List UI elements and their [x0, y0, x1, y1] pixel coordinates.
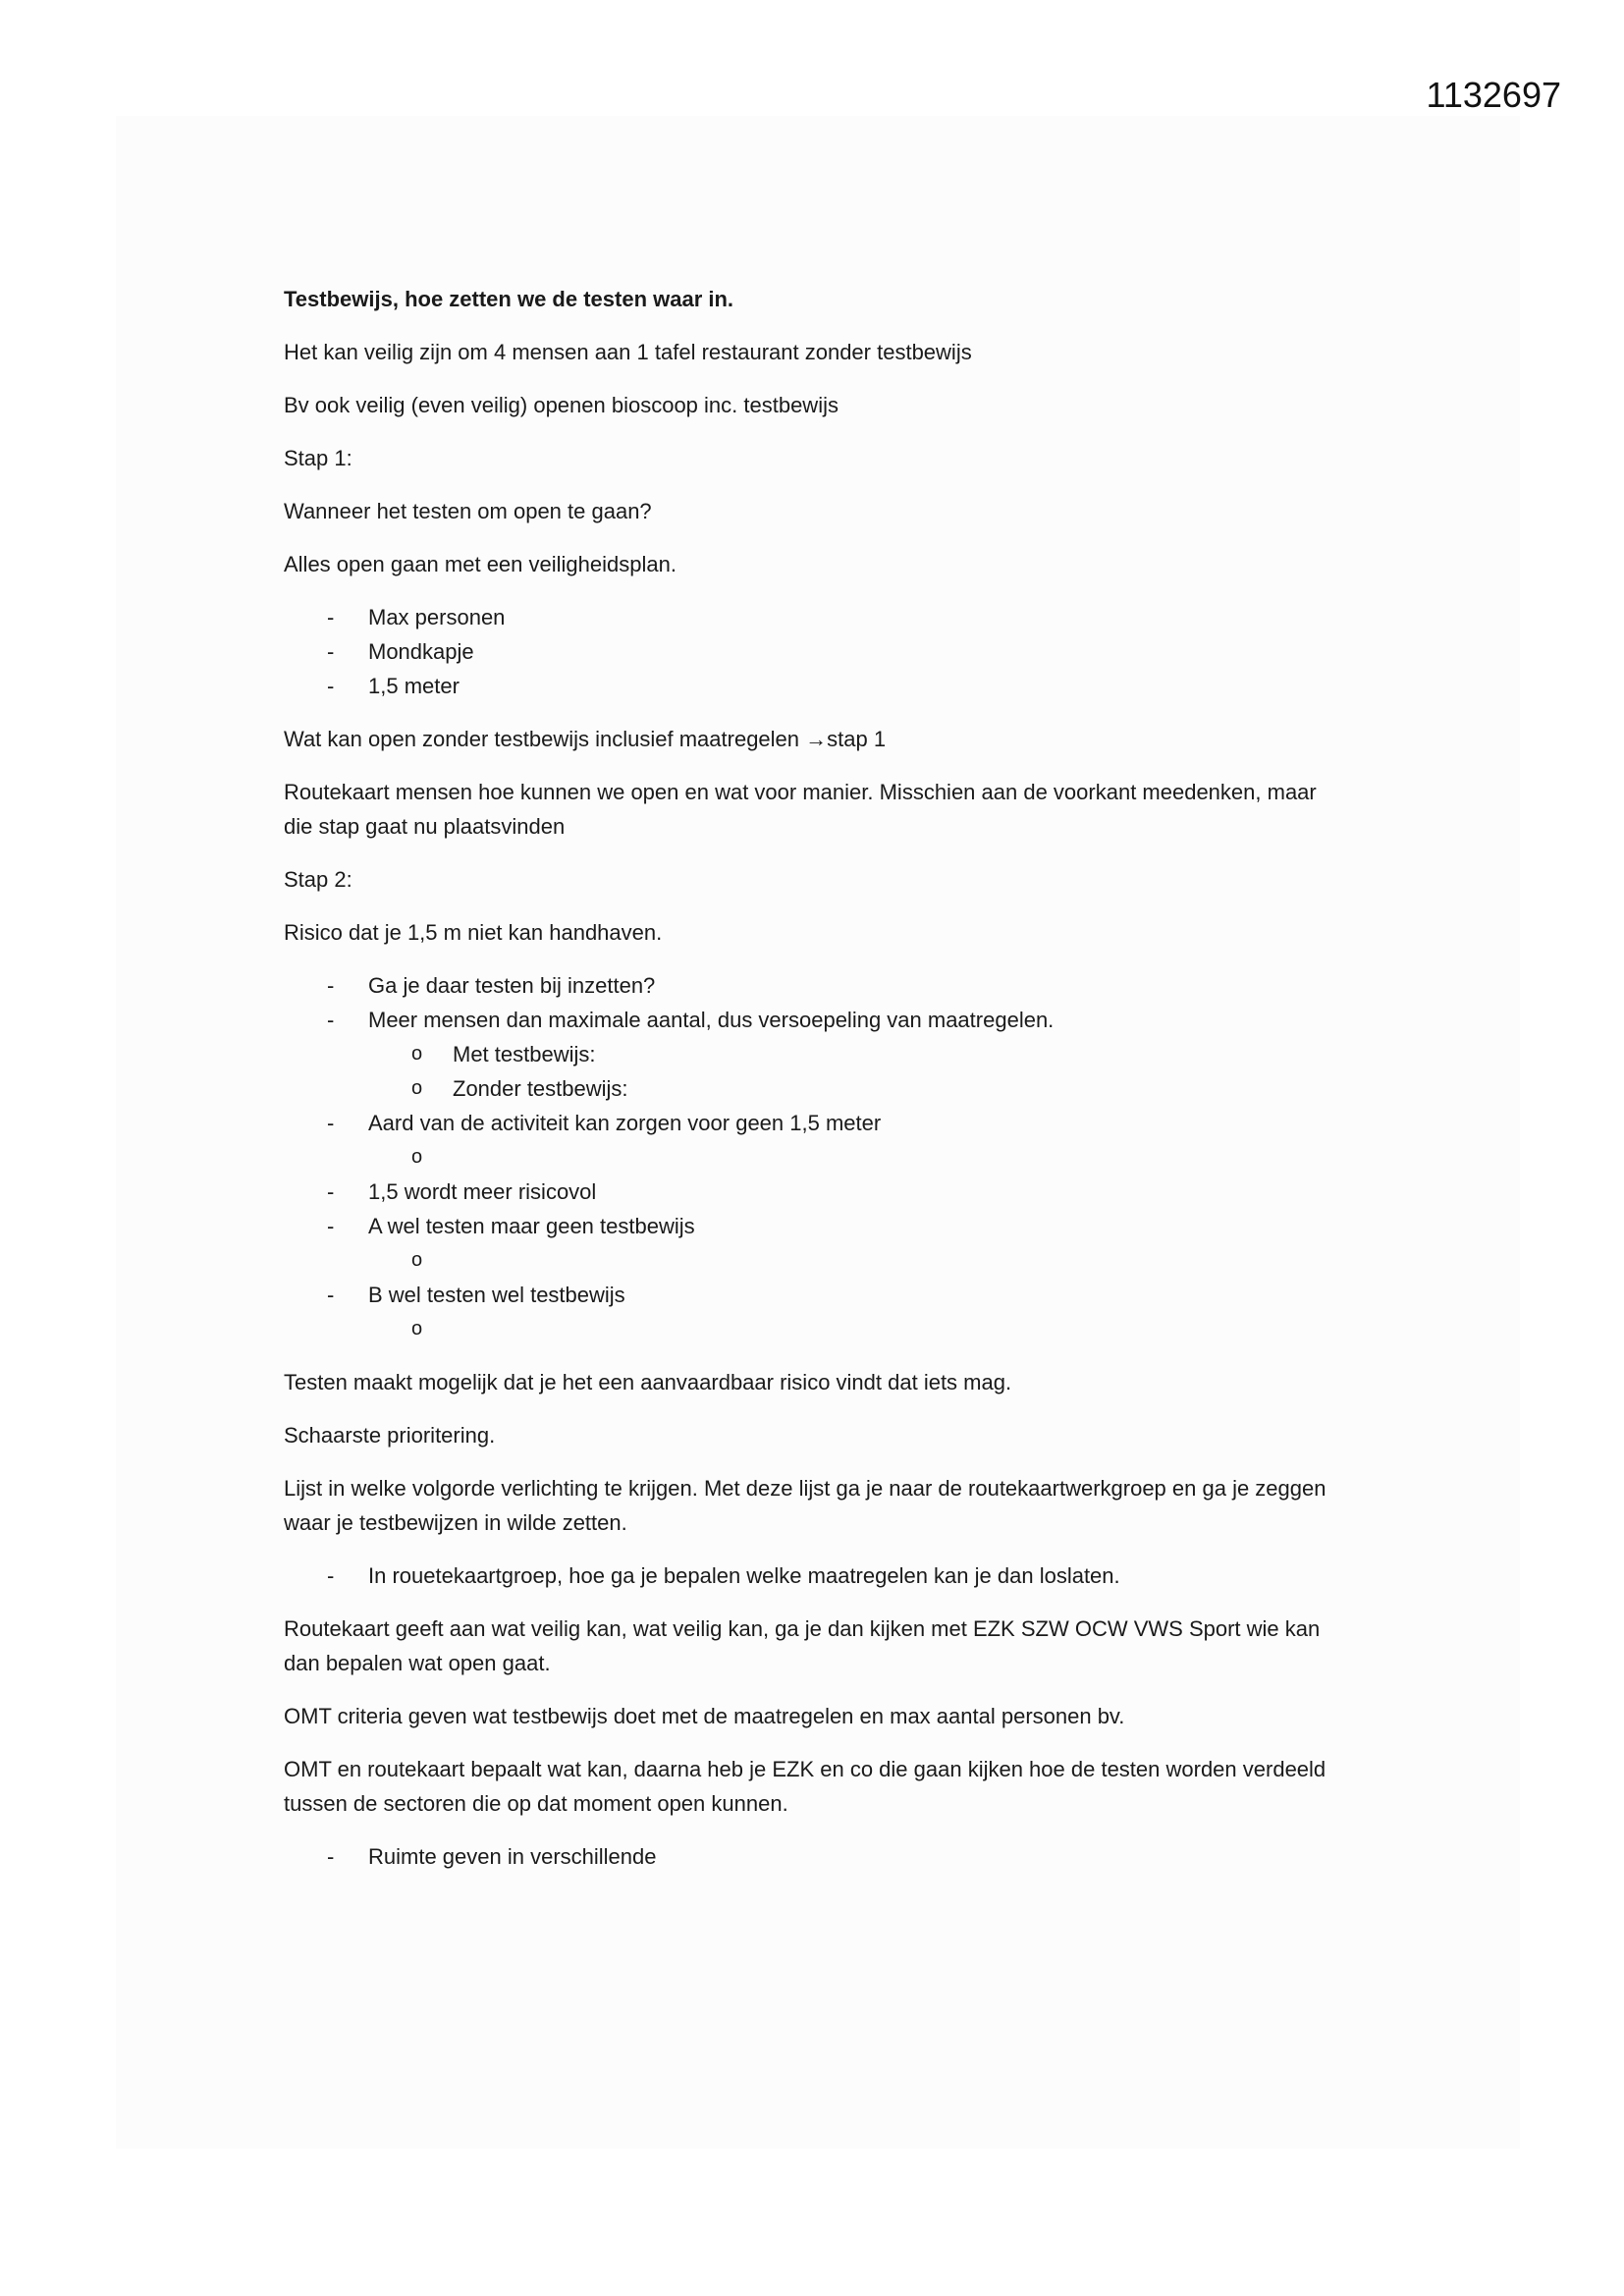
paragraph: Testen maakt mogelijk dat je het een aanvaardbaar risico vindt dat iets mag. — [284, 1370, 1012, 1394]
paragraph: Bv ook veilig (even veilig) openen bioscoop inc. testbewijs — [284, 393, 839, 417]
list-item-text: Ruimte geven in verschillende — [368, 1844, 657, 1869]
bullet-list-measures — [284, 600, 1344, 703]
document-id: 1132697 — [1426, 75, 1561, 115]
dash-marker: - — [327, 973, 335, 998]
paragraph: Wanneer het testen om open te gaan? — [284, 499, 652, 523]
paragraph: Lijst in welke volgorde verlichting te krijgen. Met deze lijst ga je naar de routekaartwerkgroep en ga je zeggen waar je testbewijzen in wilde zetten. — [284, 1476, 1326, 1535]
step-heading: Stap 1: — [284, 446, 352, 470]
list-item — [284, 1558, 1344, 1593]
sub-list-item-text: Zonder testbewijs: — [453, 1076, 628, 1101]
list-item-text: Aard van de activiteit kan zorgen voor geen 1,5 meter — [368, 1111, 882, 1135]
list-item — [284, 1003, 1344, 1037]
list-item — [284, 968, 1344, 1003]
list-item — [284, 1839, 1344, 1874]
circle-bullet-icon: o — [411, 1043, 423, 1065]
paragraph: Het kan veilig zijn om 4 mensen aan 1 tafel restaurant zonder testbewijs — [284, 340, 972, 364]
paragraph: Routekaart mensen hoe kunnen we open en wat voor manier. Misschien aan de voorkant meedenken, maar die stap gaat nu plaatsvinden — [284, 780, 1317, 839]
document-body — [284, 282, 1344, 1892]
dash-marker: - — [327, 1844, 335, 1869]
list-item-text: Ga je daar testen bij inzetten? — [368, 973, 656, 998]
list-item-text: Max personen — [368, 605, 506, 629]
dash-marker: - — [327, 1563, 335, 1588]
sub-list-item-empty — [284, 1140, 1344, 1175]
dash-marker: - — [327, 1111, 335, 1135]
sub-list-item-empty — [284, 1312, 1344, 1346]
paragraph: OMT en routekaart bepaalt wat kan, daarna heb je EZK en co die gaan kijken hoe de testen worden verdeeld tussen de sectoren die op dat moment open kunnen. — [284, 1757, 1326, 1816]
bullet-list-space — [284, 1839, 1344, 1874]
list-item-text: 1,5 wordt meer risicovol — [368, 1179, 597, 1204]
sub-list-item-text: Met testbewijs: — [453, 1042, 596, 1066]
paragraph: OMT criteria geven wat testbewijs doet met de maatregelen en max aantal personen bv. — [284, 1704, 1125, 1728]
circle-bullet-icon: o — [411, 1249, 423, 1271]
list-item — [284, 1175, 1344, 1209]
dash-marker: - — [327, 1008, 335, 1032]
step-heading: Stap 2: — [284, 867, 352, 892]
list-item-text: In rouetekaartgroep, hoe ga je bepalen welke maatregelen kan je dan loslaten. — [368, 1563, 1120, 1588]
paragraph: Wat kan open zonder testbewijs inclusief maatregelen →stap 1 — [284, 727, 887, 751]
bullet-list-roadmap — [284, 1558, 1344, 1593]
bullet-list-risks — [284, 968, 1344, 1346]
list-item-text: Meer mensen dan maximale aantal, dus versoepeling van maatregelen. — [368, 1008, 1055, 1032]
document-title: Testbewijs, hoe zetten we de testen waar in. — [284, 287, 734, 311]
dash-marker: - — [327, 605, 335, 629]
list-item-text: A wel testen maar geen testbewijs — [368, 1214, 695, 1238]
circle-bullet-icon: o — [411, 1077, 423, 1099]
paragraph: Alles open gaan met een veiligheidsplan. — [284, 552, 677, 576]
circle-bullet-icon: o — [411, 1146, 423, 1168]
list-item-text: B wel testen wel testbewijs — [368, 1283, 625, 1307]
list-item — [284, 1278, 1344, 1312]
paragraph: Risico dat je 1,5 m niet kan handhaven. — [284, 920, 663, 945]
dash-marker: - — [327, 674, 335, 698]
sub-list-item — [284, 1071, 1344, 1106]
list-item-text: 1,5 meter — [368, 674, 460, 698]
dash-marker: - — [327, 1283, 335, 1307]
sub-list-item-empty — [284, 1243, 1344, 1278]
circle-bullet-icon: o — [411, 1318, 423, 1339]
paragraph: Schaarste prioritering. — [284, 1423, 496, 1448]
list-item-text: Mondkapje — [368, 639, 474, 664]
dash-marker: - — [327, 1214, 335, 1238]
list-item — [284, 1209, 1344, 1243]
dash-marker: - — [327, 1179, 335, 1204]
paragraph: Routekaart geeft aan wat veilig kan, wat veilig kan, ga je dan kijken met EZK SZW OCW VWS Sport wie kan dan bepalen wat open gaat. — [284, 1616, 1321, 1675]
list-item — [284, 600, 1344, 634]
list-item — [284, 669, 1344, 703]
list-item — [284, 634, 1344, 669]
list-item — [284, 1106, 1344, 1140]
sub-list-item — [284, 1037, 1344, 1071]
dash-marker: - — [327, 639, 335, 664]
